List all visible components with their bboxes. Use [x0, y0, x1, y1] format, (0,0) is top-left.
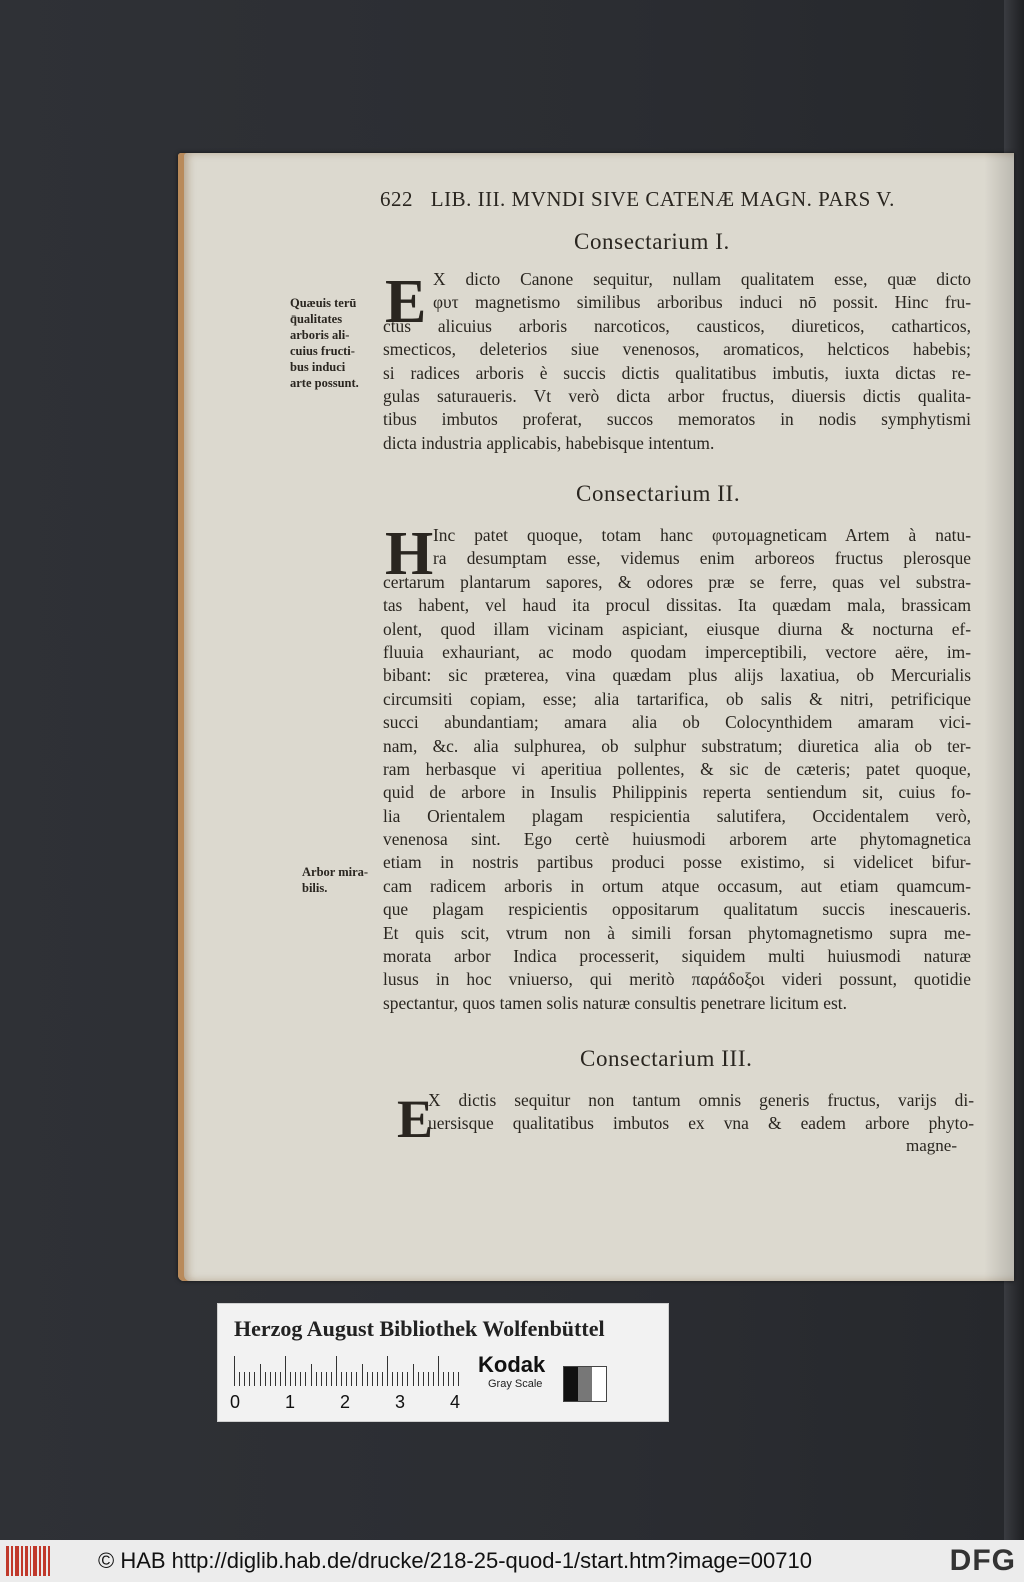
text-line: spectantur, quos tamen solis naturæ consultis penetrare licitum est. [383, 992, 847, 1013]
ruler-tick [402, 1372, 403, 1386]
ruler-tick [331, 1372, 332, 1386]
margin-note-1 [290, 295, 359, 391]
ruler-tick [244, 1372, 245, 1386]
book-page [178, 153, 1014, 1281]
ruler-tick [367, 1372, 368, 1386]
text-line: tas habent, vel haud ita procul dissitas. Ita quædam mala, brassicam [383, 595, 971, 616]
running-head: LIB. III. MVNDI SIVE CATENÆ MAGN. PARS V. [430, 187, 895, 211]
text-line: ctus alicuius arboris narcoticos, causticos, diureticos, catharticos, [383, 315, 971, 336]
section-title-2: Consectarium II. [576, 481, 741, 506]
ruler-tick [254, 1372, 255, 1386]
ruler-number: 2 [340, 1392, 351, 1412]
ruler-tick [458, 1372, 459, 1386]
ruler-tick [448, 1372, 449, 1386]
dropcap-2: H [385, 520, 434, 588]
ruler-tick [407, 1372, 408, 1386]
ruler-tick [438, 1356, 439, 1386]
dfg-logo: DFG [949, 1544, 1016, 1577]
gray-swatch [563, 1366, 607, 1402]
text-line: φυτ magnetismo similibus arboribus induci nō possit. Hinc fru- [433, 292, 971, 313]
ruler-tick [285, 1356, 286, 1386]
gray-scale-label: Gray Scale [488, 1378, 543, 1390]
ruler-tick [423, 1372, 424, 1386]
margin-note-line: Arbor mira- [302, 865, 369, 879]
ruler-tick [295, 1372, 296, 1386]
dropcap-1: E [385, 268, 427, 336]
ruler-number: 3 [395, 1392, 406, 1412]
text-line: circumsiti copiam, esse; alia tartarifica, ob salis & nitri, petrificique [383, 688, 971, 709]
text-line: gulas saturaueris. Vt verò dicta arbor fructus, diuersis dictis qualita- [383, 385, 971, 406]
ruler-tick [311, 1364, 312, 1386]
ruler-tick [387, 1356, 388, 1386]
text-line: X dicto Canone sequitur, nullam qualitatem esse, quæ dicto [433, 269, 971, 289]
text-line: que plagam respicientis oppositarum qualitatum succis inescaueris. [383, 899, 971, 920]
text-line: Inc patet quoque, totam hanc φυτομagneticam Artem à natu- [433, 525, 971, 545]
ruler-tick [428, 1372, 429, 1386]
text-line: ram herbasque vi aperitiua pollentes, & sic de cæteris; patet quoque, [383, 758, 971, 779]
text-line: si radices arboris è succis dictis qualitatibus imbutis, iuxta dictas re- [383, 362, 971, 383]
ruler-tick [351, 1372, 352, 1386]
text-line: cam radicem arboris in ortum atque occasum, aut etiam quamcum- [383, 875, 971, 896]
ruler-number: 4 [450, 1392, 461, 1412]
margin-note-line: q̄ualitates [290, 312, 343, 326]
copyright-url: © HAB http://diglib.hab.de/drucke/218-25-quod-1/start.htm?image=00710 [98, 1548, 812, 1573]
ruler-tick [275, 1372, 276, 1386]
ruler-tick [290, 1372, 291, 1386]
swatch-black [564, 1367, 578, 1401]
swatch-gray [578, 1367, 592, 1401]
color-scale-card [217, 1303, 669, 1422]
ruler-tick [341, 1372, 342, 1386]
ruler-tick [362, 1364, 363, 1386]
ruler-tick [321, 1372, 322, 1386]
ruler-tick [300, 1372, 301, 1386]
text-line: quid de arbore in Insulis Philippinis reperta sentiendum sit, cuius fo- [383, 782, 971, 803]
ruler-tick [249, 1372, 250, 1386]
swatch-white [592, 1367, 606, 1401]
page-number: 622 [380, 187, 413, 211]
ruler-tick [418, 1372, 419, 1386]
text-line: morata arbor Indica processerit, siquidem multi huiusmodi naturæ [383, 946, 971, 967]
ruler-tick [316, 1372, 317, 1386]
text-line: Et quis scit, vtrum non à simili forsan phytomagnetismo supra me- [383, 922, 971, 943]
section-title-3: Consectarium III. [580, 1046, 753, 1071]
ruler-tick [336, 1356, 337, 1386]
text-line: certarum plantarum sapores, & odores præ se ferre, quas vel substra- [383, 571, 971, 592]
text-line: nam, &c. alia sulphurea, ob sulphur substratum; diuretica alia ob ter- [383, 735, 971, 756]
ruler-tick [260, 1364, 261, 1386]
ruler-number: 0 [230, 1392, 241, 1412]
text-line: tibus imbutos proferat, succos memoratos in nodis symphytismi [383, 409, 971, 430]
margin-note-line: arte possunt. [290, 376, 359, 390]
text-line: etiam in nostris partibus produci posse existimo, si videlicet bifur- [383, 852, 971, 873]
margin-note-line: bus induci [290, 360, 346, 374]
ruler-tick [326, 1372, 327, 1386]
ruler [234, 1354, 462, 1386]
text-line: uersisque qualitatibus imbutos ex vna & eadem arbore phyto- [428, 1113, 974, 1134]
catchword: magne- [906, 1136, 957, 1155]
text-line: lusus in hoc vniuerso, qui meritò παράδοξοι videri possunt, quotidie [383, 969, 971, 990]
ruler-tick [305, 1372, 306, 1386]
margin-note-line: bilis. [302, 881, 328, 895]
ruler-tick [433, 1372, 434, 1386]
ruler-tick [377, 1372, 378, 1386]
text-line: succi abundantiam; amara alia ob Colocynthidem amaram vici- [383, 712, 971, 733]
running-header [380, 187, 895, 212]
margin-note-line: Quæuis terū [290, 296, 357, 310]
ruler-tick [280, 1372, 281, 1386]
text-line: bibant: sic præterea, vina quædam plus alijs laxatiua, ob Mercurialis [383, 665, 971, 686]
ruler-tick [346, 1372, 347, 1386]
ruler-tick [392, 1372, 393, 1386]
section-title-1: Consectarium I. [574, 229, 730, 254]
ruler-tick [239, 1372, 240, 1386]
text-line: olent, quod illam vicinam aspiciant, eiusque diurna & nocturna ef- [383, 618, 971, 639]
ruler-tick [265, 1372, 266, 1386]
margin-note-2 [302, 864, 368, 896]
margin-note-line: cuius fructi- [290, 344, 355, 358]
ruler-tick [443, 1372, 444, 1386]
library-name: Herzog August Bibliothek Wolfenbüttel [234, 1316, 605, 1341]
ruler-tick [453, 1372, 454, 1386]
ruler-tick [372, 1372, 373, 1386]
paragraph-3 [428, 1089, 974, 1136]
footer-bar [0, 1540, 1024, 1582]
text-line: fluuia exhauriant, ac modo quodam imperceptibili, vectore aëre, im- [383, 641, 971, 662]
barcode-icon [6, 1546, 50, 1576]
dropcap-3: E [397, 1089, 434, 1149]
ruler-tick [356, 1372, 357, 1386]
ruler-tick [413, 1364, 414, 1386]
text-line: X dictis sequitur non tantum omnis generis fructus, varijs di- [428, 1090, 974, 1110]
ruler-tick [270, 1372, 271, 1386]
paragraph-1 [383, 268, 971, 455]
ruler-tick [382, 1372, 383, 1386]
margin-note-line: arboris ali- [290, 328, 350, 342]
text-line: lia Orientalem plagam respicientia salutifera, Occidentalem verò, [383, 805, 971, 826]
ruler-tick [397, 1372, 398, 1386]
text-line: dicta industria applicabis, habebisque intentum. [383, 432, 715, 453]
text-line: ra desumptam esse, videmus enim arboreos fructus plerosque [433, 548, 971, 569]
text-line: smecticos, deleterios siue venenosos, aromaticos, helcticos habebis; [383, 339, 971, 360]
text-line: venenosa sint. Ego certè huiusmodi arborem arte phytomagnetica [383, 829, 971, 850]
paragraph-2 [383, 520, 971, 1015]
ruler-number: 1 [285, 1392, 296, 1412]
kodak-logo: Kodak [478, 1352, 546, 1377]
ruler-tick [234, 1356, 235, 1386]
